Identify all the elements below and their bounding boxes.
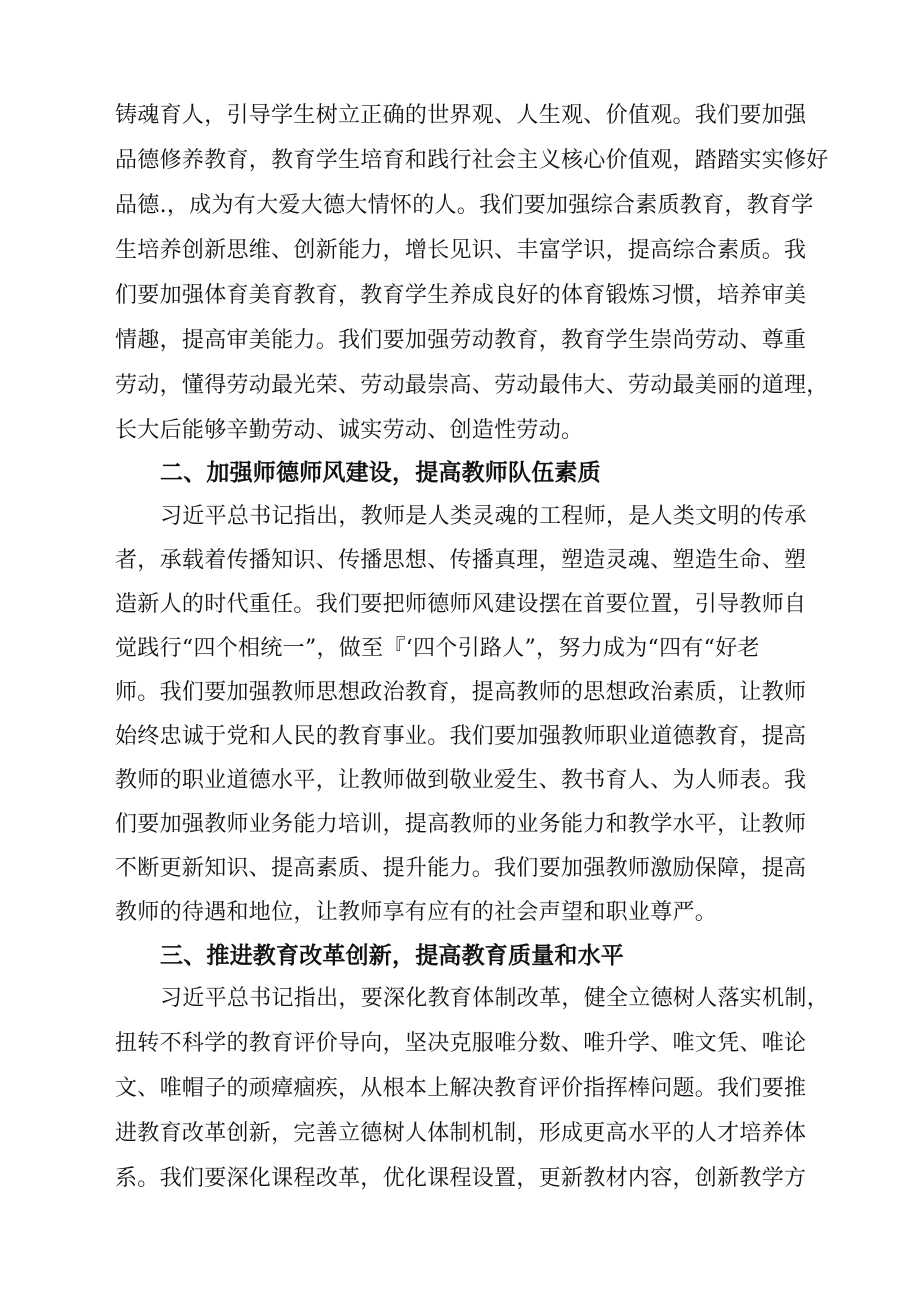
paragraph-line: 生培养创新思维、创新能力，增长见识、丰富学识，提高综合素质。我 bbox=[115, 238, 807, 263]
section-heading: 三、推进教育改革创新，提高教育质量和水平 bbox=[160, 943, 624, 969]
paragraph-line: 觉践行“四个相统一”，做至『‘四个引路人”，努力成为“四有“好老 bbox=[115, 636, 760, 661]
section-heading: 二、加强师德师风建设，提高教师队伍素质 bbox=[160, 460, 601, 486]
paragraph-line: 习近平总书记指出，教师是人类灵魂的工程师，是人类文明的传承 bbox=[160, 504, 807, 529]
paragraph-line: 造新人的时代重任。我们要把师德师风建设摆在首要位置，引导教师自 bbox=[115, 592, 807, 617]
paragraph-line: 品德.，成为有大爱大德大情怀的人。我们要加强综合素质教育，教育学 bbox=[115, 193, 814, 218]
paragraph-line: 情趣，提高审美能力。我们要加强劳动教育，教育学生崇尚劳动、尊重 bbox=[115, 328, 807, 353]
paragraph-line: 进教育改革创新，完善立德树人体制机制，形成更高水平的人才培养体 bbox=[115, 1121, 807, 1146]
paragraph-line: 铸魂育人，引导学生树立正确的世界观、人生观、价值观。我们要加强 bbox=[115, 103, 807, 128]
paragraph-line: 者，承载着传播知识、传播思想、传播真理，塑造灵魂、塑造生命、塑 bbox=[115, 548, 807, 573]
paragraph-line: 不断更新知识、提高素质、提升能力。我们要加强教师激励保障，提高 bbox=[115, 856, 807, 881]
paragraph-line: 教师的待遇和地位，让教师享有应有的社会声望和职业尊严。 bbox=[115, 900, 718, 925]
paragraph-line: 品德修养教育，教育学生培育和践行社会主义核心价值观，踏踏实实修好 bbox=[115, 148, 829, 173]
paragraph-line: 们要加强教师业务能力培训，提高教师的业务能力和教学水平，让教师 bbox=[115, 812, 807, 837]
paragraph-line: 长大后能够辛勤劳动、诚实劳动、创造性劳动。 bbox=[115, 418, 584, 443]
paragraph-line: 劳动，懂得劳动最光荣、劳动最崇高、劳动最伟大、劳动最美丽的道理， bbox=[115, 373, 829, 398]
paragraph-line: 始终忠诚于党和人民的教育事业。我们要加强教师职业道德教育，提高 bbox=[115, 724, 807, 749]
paragraph-line: 文、唯帽子的顽瘴痼疾，从根本上解决教育评价指挥棒问题。我们要推 bbox=[115, 1076, 807, 1101]
paragraph-line: 扭转不科学的教育评价导向，坚决克服唯分数、唯升学、唯文凭、唯论 bbox=[115, 1031, 807, 1056]
paragraph-line: 师。我们要加强教师思想政治教育，提高教师的思想政治素质，让教师 bbox=[115, 680, 807, 705]
paragraph-line: 习近平总书记指出，要深化教育体制改革，健全立德树人落实机制， bbox=[160, 986, 830, 1011]
paragraph-line: 们要加强体育美育教育，教育学生养成良好的体育锻炼习惯，培养审美 bbox=[115, 283, 807, 308]
paragraph-line: 系。我们要深化课程改革，优化课程设置，更新教材内容，创新教学方 bbox=[115, 1166, 807, 1191]
paragraph-line: 教师的职业道德水平，让教师做到敬业爱生、教书育人、为人师表。我 bbox=[115, 768, 807, 793]
